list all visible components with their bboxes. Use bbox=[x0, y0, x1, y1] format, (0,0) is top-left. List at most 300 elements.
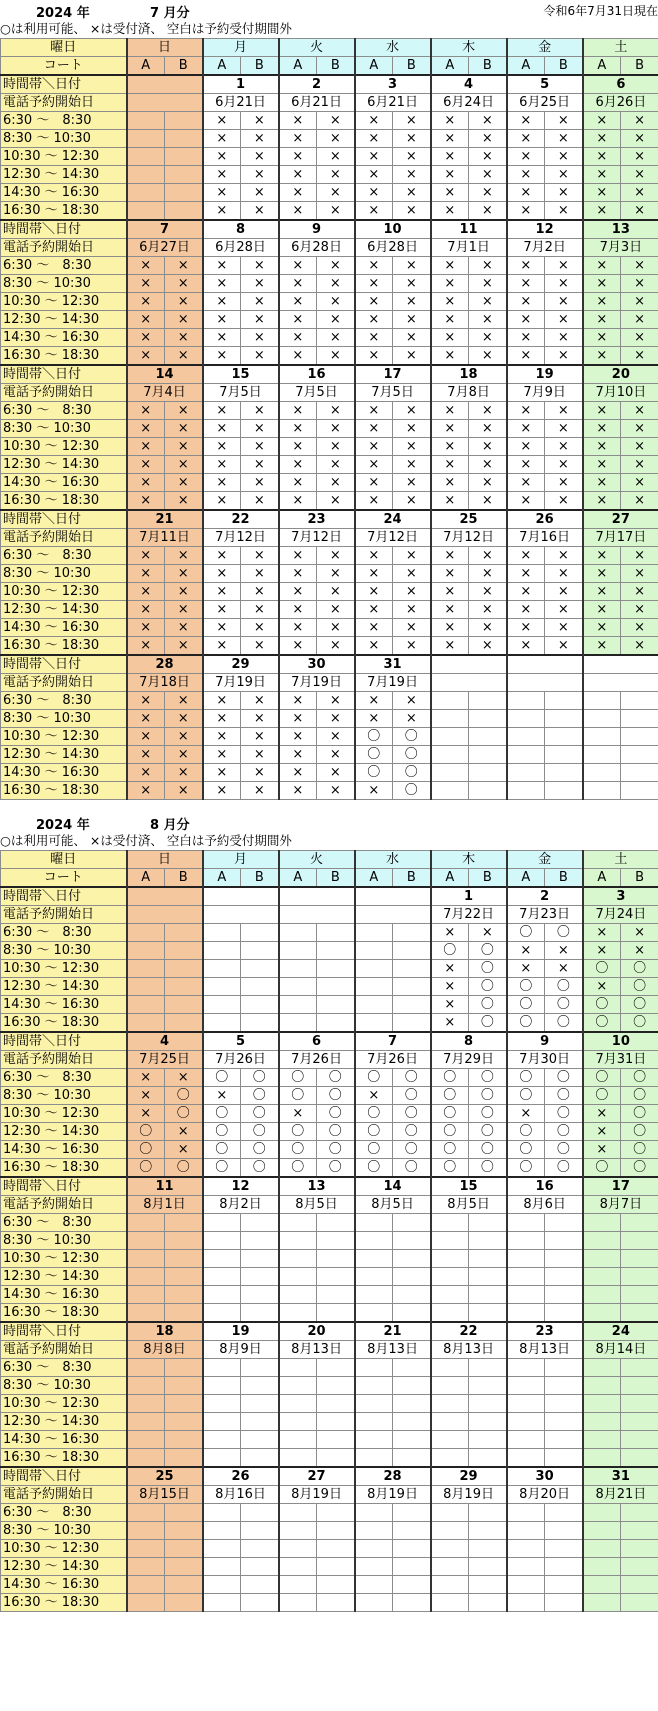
slot-booked: × bbox=[507, 293, 545, 311]
date-row bbox=[1, 655, 658, 674]
slot-unavailable bbox=[469, 1304, 507, 1323]
phone-start-date: 6月24日 bbox=[431, 94, 507, 112]
slot-available: 〇 bbox=[393, 764, 431, 782]
day-number: 2 bbox=[507, 887, 583, 906]
timeslot-row bbox=[1, 1413, 658, 1431]
slot-unavailable bbox=[621, 728, 658, 746]
timeslot-row bbox=[1, 746, 658, 764]
slot-booked: × bbox=[507, 402, 545, 420]
slot-unavailable bbox=[127, 996, 165, 1014]
slot-booked: × bbox=[241, 275, 279, 293]
slot-unavailable bbox=[545, 1232, 583, 1250]
slot-booked: × bbox=[583, 347, 621, 366]
slot-unavailable bbox=[165, 978, 203, 996]
slot-booked: × bbox=[431, 347, 469, 366]
slot-unavailable bbox=[355, 1522, 393, 1540]
slot-available: 〇 bbox=[469, 1014, 507, 1033]
slot-booked: × bbox=[583, 184, 621, 202]
slot-booked: × bbox=[355, 619, 393, 637]
slot-booked: × bbox=[393, 637, 431, 656]
slot-unavailable bbox=[545, 1576, 583, 1594]
slot-booked: × bbox=[469, 148, 507, 166]
slot-unavailable bbox=[469, 1504, 507, 1522]
slot-unavailable bbox=[127, 960, 165, 978]
phone-start-date: 7月5日 bbox=[203, 384, 279, 402]
phone-start-date: 6月27日 bbox=[127, 239, 203, 257]
slot-unavailable bbox=[317, 1014, 355, 1033]
slot-booked: × bbox=[583, 257, 621, 275]
slot-booked: × bbox=[165, 257, 203, 275]
slot-unavailable bbox=[431, 1594, 469, 1612]
slot-booked: × bbox=[203, 601, 241, 619]
slot-unavailable bbox=[621, 1413, 658, 1431]
slot-available: 〇 bbox=[621, 996, 658, 1014]
slot-unavailable bbox=[583, 1395, 621, 1413]
slot-unavailable bbox=[355, 1359, 393, 1377]
day-number bbox=[507, 655, 583, 674]
slot-booked: × bbox=[203, 329, 241, 347]
slot-unavailable bbox=[507, 728, 545, 746]
slot-booked: × bbox=[469, 619, 507, 637]
slot-unavailable bbox=[469, 1377, 507, 1395]
court-b-label: B bbox=[317, 57, 355, 76]
slot-booked: × bbox=[431, 293, 469, 311]
timeslot-row bbox=[1, 1232, 658, 1250]
slot-unavailable bbox=[279, 1232, 317, 1250]
slot-unavailable bbox=[279, 1250, 317, 1268]
court-b-label: B bbox=[469, 57, 507, 76]
phone-start-date: 8月13日 bbox=[507, 1341, 583, 1359]
slot-available: 〇 bbox=[355, 1069, 393, 1087]
slot-booked: × bbox=[583, 275, 621, 293]
slot-booked: × bbox=[583, 1141, 621, 1159]
timeslot-label: 14:30 ～ 16:30 bbox=[1, 1286, 127, 1304]
slot-booked: × bbox=[279, 293, 317, 311]
court-a-label: A bbox=[203, 869, 241, 888]
slot-booked: × bbox=[545, 420, 583, 438]
slot-unavailable bbox=[431, 1576, 469, 1594]
slot-available: 〇 bbox=[279, 1087, 317, 1105]
slot-booked: × bbox=[507, 311, 545, 329]
slot-unavailable bbox=[203, 1504, 241, 1522]
phone-start-date: 7月5日 bbox=[279, 384, 355, 402]
slot-unavailable bbox=[621, 1449, 658, 1468]
slot-booked: × bbox=[127, 619, 165, 637]
slot-unavailable bbox=[583, 1413, 621, 1431]
slot-booked: × bbox=[127, 782, 165, 800]
timeslot-label: 16:30 ～ 18:30 bbox=[1, 637, 127, 656]
slot-available: 〇 bbox=[203, 1159, 241, 1178]
phone-start-date: 6月26日 bbox=[583, 94, 658, 112]
slot-unavailable bbox=[279, 1268, 317, 1286]
phone-start-date: 7月8日 bbox=[431, 384, 507, 402]
day-number: 21 bbox=[355, 1322, 431, 1341]
timeslot-row bbox=[1, 1087, 658, 1105]
slot-booked: × bbox=[279, 420, 317, 438]
slot-unavailable bbox=[621, 692, 658, 710]
slot-booked: × bbox=[621, 601, 658, 619]
slot-unavailable bbox=[431, 728, 469, 746]
day-number: 16 bbox=[507, 1177, 583, 1196]
slot-booked: × bbox=[317, 148, 355, 166]
slot-available: 〇 bbox=[469, 1123, 507, 1141]
slot-unavailable bbox=[621, 1359, 658, 1377]
slot-available: 〇 bbox=[241, 1159, 279, 1178]
slot-booked: × bbox=[507, 275, 545, 293]
slot-booked: × bbox=[241, 311, 279, 329]
slot-unavailable bbox=[621, 1576, 658, 1594]
slot-unavailable bbox=[621, 746, 658, 764]
slot-booked: × bbox=[583, 202, 621, 221]
slot-booked: × bbox=[317, 311, 355, 329]
timeslot-label: 12:30 ～ 14:30 bbox=[1, 311, 127, 329]
slot-booked: × bbox=[545, 184, 583, 202]
phone-start-date: 7月9日 bbox=[507, 384, 583, 402]
slot-booked: × bbox=[203, 202, 241, 221]
slot-unavailable bbox=[203, 1576, 241, 1594]
court-b-label: B bbox=[545, 57, 583, 76]
slot-unavailable bbox=[165, 184, 203, 202]
phone-start-date bbox=[203, 906, 279, 924]
slot-available: 〇 bbox=[621, 960, 658, 978]
slot-booked: × bbox=[621, 275, 658, 293]
timeslot-label: 6:30 ～ 8:30 bbox=[1, 924, 127, 942]
slot-booked: × bbox=[203, 692, 241, 710]
slot-unavailable bbox=[469, 782, 507, 800]
slot-unavailable bbox=[165, 924, 203, 942]
slot-booked: × bbox=[165, 692, 203, 710]
slot-booked: × bbox=[127, 601, 165, 619]
slot-booked: × bbox=[279, 130, 317, 148]
slot-booked: × bbox=[431, 456, 469, 474]
slot-booked: × bbox=[621, 474, 658, 492]
day-number: 3 bbox=[583, 887, 658, 906]
date-row bbox=[1, 1322, 658, 1341]
schedule-table bbox=[0, 38, 658, 800]
slot-booked: × bbox=[393, 293, 431, 311]
phone-start-date bbox=[507, 674, 583, 692]
phone-start-date: 7月18日 bbox=[127, 674, 203, 692]
slot-booked: × bbox=[507, 257, 545, 275]
phone-start-date: 7月19日 bbox=[355, 674, 431, 692]
slot-unavailable bbox=[127, 1540, 165, 1558]
day-number: 26 bbox=[507, 510, 583, 529]
slot-unavailable bbox=[469, 1594, 507, 1612]
day-number: 23 bbox=[507, 1322, 583, 1341]
day-number: 25 bbox=[431, 510, 507, 529]
slot-booked: × bbox=[431, 402, 469, 420]
slot-unavailable bbox=[507, 710, 545, 728]
day-number: 14 bbox=[127, 365, 203, 384]
court-b-label: B bbox=[393, 57, 431, 76]
slot-booked: × bbox=[621, 329, 658, 347]
day-number: 24 bbox=[355, 510, 431, 529]
slot-booked: × bbox=[469, 601, 507, 619]
day-number: 26 bbox=[203, 1467, 279, 1486]
slot-booked: × bbox=[317, 112, 355, 130]
slot-available: 〇 bbox=[317, 1105, 355, 1123]
slot-unavailable bbox=[317, 1286, 355, 1304]
timeslot-row bbox=[1, 402, 658, 420]
day-number bbox=[583, 655, 658, 674]
slot-booked: × bbox=[393, 492, 431, 511]
phone-start-date: 7月25日 bbox=[127, 1051, 203, 1069]
phone-start-date: 6月25日 bbox=[507, 94, 583, 112]
slot-unavailable bbox=[431, 1214, 469, 1232]
slot-booked: × bbox=[507, 619, 545, 637]
phone-start-date: 7月3日 bbox=[583, 239, 658, 257]
slot-unavailable bbox=[279, 978, 317, 996]
slot-available: 〇 bbox=[165, 1087, 203, 1105]
slot-booked: × bbox=[241, 257, 279, 275]
slot-booked: × bbox=[355, 275, 393, 293]
slot-booked: × bbox=[203, 746, 241, 764]
slot-available: 〇 bbox=[317, 1123, 355, 1141]
slot-unavailable bbox=[165, 960, 203, 978]
month-header bbox=[0, 812, 658, 850]
day-number: 27 bbox=[279, 1467, 355, 1486]
schedule-table bbox=[0, 850, 658, 1612]
slot-booked: × bbox=[165, 547, 203, 565]
slot-unavailable bbox=[431, 1268, 469, 1286]
slot-booked: × bbox=[545, 547, 583, 565]
slot-unavailable bbox=[507, 1232, 545, 1250]
timeslot-row bbox=[1, 1250, 658, 1268]
timeslot-date-header: 時間帯＼日付 bbox=[1, 887, 127, 906]
timeslot-date-header: 時間帯＼日付 bbox=[1, 1322, 127, 1341]
slot-booked: × bbox=[507, 148, 545, 166]
court-b-label: B bbox=[241, 57, 279, 76]
slot-booked: × bbox=[165, 710, 203, 728]
slot-unavailable bbox=[545, 1504, 583, 1522]
slot-unavailable bbox=[241, 1431, 279, 1449]
timeslot-row bbox=[1, 1105, 658, 1123]
slot-booked: × bbox=[507, 565, 545, 583]
slot-booked: × bbox=[431, 474, 469, 492]
slot-unavailable bbox=[317, 1504, 355, 1522]
court-b-label: B bbox=[241, 869, 279, 888]
slot-unavailable bbox=[317, 1232, 355, 1250]
slot-booked: × bbox=[165, 782, 203, 800]
slot-unavailable bbox=[355, 1250, 393, 1268]
slot-unavailable bbox=[583, 1449, 621, 1468]
phone-start-date: 7月12日 bbox=[279, 529, 355, 547]
slot-booked: × bbox=[545, 329, 583, 347]
slot-unavailable bbox=[469, 1286, 507, 1304]
slot-booked: × bbox=[583, 492, 621, 511]
day-number: 20 bbox=[583, 365, 658, 384]
slot-booked: × bbox=[393, 601, 431, 619]
day-number: 9 bbox=[507, 1032, 583, 1051]
day-number: 8 bbox=[431, 1032, 507, 1051]
day-number bbox=[127, 75, 203, 94]
weekday-cell: 月 bbox=[203, 851, 279, 869]
slot-unavailable bbox=[393, 1377, 431, 1395]
slot-booked: × bbox=[203, 130, 241, 148]
timeslot-date-header: 時間帯＼日付 bbox=[1, 75, 127, 94]
slot-booked: × bbox=[203, 619, 241, 637]
start-date-row bbox=[1, 529, 658, 547]
slot-unavailable bbox=[241, 1286, 279, 1304]
slot-available: 〇 bbox=[165, 1105, 203, 1123]
slot-booked: × bbox=[621, 130, 658, 148]
slot-booked: × bbox=[507, 456, 545, 474]
slot-booked: × bbox=[165, 402, 203, 420]
slot-available: 〇 bbox=[393, 1087, 431, 1105]
timeslot-label: 8:30 ～ 10:30 bbox=[1, 420, 127, 438]
slot-booked: × bbox=[241, 202, 279, 221]
slot-available: 〇 bbox=[431, 1087, 469, 1105]
slot-unavailable bbox=[127, 1576, 165, 1594]
slot-available: 〇 bbox=[545, 1123, 583, 1141]
slot-booked: × bbox=[317, 257, 355, 275]
slot-unavailable bbox=[545, 764, 583, 782]
start-date-header: 電話予約開始日 bbox=[1, 239, 127, 257]
slot-booked: × bbox=[507, 547, 545, 565]
day-number: 19 bbox=[203, 1322, 279, 1341]
court-a-label: A bbox=[127, 57, 165, 76]
slot-booked: × bbox=[393, 347, 431, 366]
slot-booked: × bbox=[241, 293, 279, 311]
day-number: 20 bbox=[279, 1322, 355, 1341]
slot-unavailable bbox=[241, 1214, 279, 1232]
slot-booked: × bbox=[545, 257, 583, 275]
timeslot-row bbox=[1, 996, 658, 1014]
slot-unavailable bbox=[545, 1522, 583, 1540]
slot-unavailable bbox=[127, 1594, 165, 1612]
slot-booked: × bbox=[127, 275, 165, 293]
slot-unavailable bbox=[545, 692, 583, 710]
day-number: 5 bbox=[507, 75, 583, 94]
slot-available: 〇 bbox=[621, 1105, 658, 1123]
timeslot-row bbox=[1, 637, 658, 656]
slot-unavailable bbox=[203, 1214, 241, 1232]
slot-booked: × bbox=[355, 692, 393, 710]
timeslot-row bbox=[1, 1594, 658, 1612]
day-number: 7 bbox=[355, 1032, 431, 1051]
slot-unavailable bbox=[165, 1395, 203, 1413]
slot-unavailable bbox=[165, 1449, 203, 1468]
slot-booked: × bbox=[431, 565, 469, 583]
slot-booked: × bbox=[127, 329, 165, 347]
slot-unavailable bbox=[507, 1522, 545, 1540]
slot-booked: × bbox=[279, 275, 317, 293]
slot-unavailable bbox=[469, 692, 507, 710]
slot-booked: × bbox=[507, 474, 545, 492]
slot-booked: × bbox=[165, 438, 203, 456]
phone-start-date: 8月2日 bbox=[203, 1196, 279, 1214]
slot-booked: × bbox=[127, 547, 165, 565]
court-header: コート bbox=[1, 869, 127, 888]
slot-booked: × bbox=[203, 293, 241, 311]
slot-booked: × bbox=[279, 148, 317, 166]
timeslot-row bbox=[1, 1304, 658, 1323]
slot-booked: × bbox=[507, 492, 545, 511]
day-number: 18 bbox=[431, 365, 507, 384]
slot-booked: × bbox=[621, 583, 658, 601]
slot-unavailable bbox=[583, 1431, 621, 1449]
slot-booked: × bbox=[317, 746, 355, 764]
slot-available: 〇 bbox=[507, 1014, 545, 1033]
slot-unavailable bbox=[127, 1250, 165, 1268]
slot-unavailable bbox=[355, 1377, 393, 1395]
phone-start-date: 8月7日 bbox=[583, 1196, 658, 1214]
timeslot-label: 14:30 ～ 16:30 bbox=[1, 474, 127, 492]
slot-booked: × bbox=[165, 583, 203, 601]
timeslot-date-header: 時間帯＼日付 bbox=[1, 510, 127, 529]
slot-unavailable bbox=[355, 1431, 393, 1449]
slot-unavailable bbox=[469, 1540, 507, 1558]
slot-booked: × bbox=[431, 311, 469, 329]
timeslot-label: 6:30 ～ 8:30 bbox=[1, 1069, 127, 1087]
slot-unavailable bbox=[203, 1250, 241, 1268]
start-date-header: 電話予約開始日 bbox=[1, 1341, 127, 1359]
slot-unavailable bbox=[127, 942, 165, 960]
slot-booked: × bbox=[279, 728, 317, 746]
slot-available: 〇 bbox=[583, 1087, 621, 1105]
timeslot-label: 6:30 ～ 8:30 bbox=[1, 112, 127, 130]
slot-available: 〇 bbox=[355, 746, 393, 764]
phone-start-date: 7月24日 bbox=[583, 906, 658, 924]
slot-unavailable bbox=[355, 1449, 393, 1468]
slot-unavailable bbox=[355, 1014, 393, 1033]
slot-available: 〇 bbox=[279, 1141, 317, 1159]
timeslot-label: 8:30 ～ 10:30 bbox=[1, 1087, 127, 1105]
slot-booked: × bbox=[545, 565, 583, 583]
day-number: 30 bbox=[279, 655, 355, 674]
slot-unavailable bbox=[241, 1304, 279, 1323]
slot-unavailable bbox=[621, 1540, 658, 1558]
timeslot-row bbox=[1, 474, 658, 492]
phone-start-date: 8月8日 bbox=[127, 1341, 203, 1359]
slot-available: 〇 bbox=[393, 1105, 431, 1123]
slot-unavailable bbox=[545, 1286, 583, 1304]
slot-unavailable bbox=[393, 960, 431, 978]
timeslot-label: 12:30 ～ 14:30 bbox=[1, 978, 127, 996]
slot-unavailable bbox=[317, 1413, 355, 1431]
start-date-header: 電話予約開始日 bbox=[1, 674, 127, 692]
slot-unavailable bbox=[393, 1232, 431, 1250]
slot-booked: × bbox=[203, 764, 241, 782]
slot-booked: × bbox=[469, 547, 507, 565]
date-row bbox=[1, 510, 658, 529]
slot-unavailable bbox=[583, 782, 621, 800]
court-a-label: A bbox=[583, 869, 621, 888]
phone-start-date: 6月28日 bbox=[203, 239, 279, 257]
court-b-label: B bbox=[469, 869, 507, 888]
slot-booked: × bbox=[431, 978, 469, 996]
slot-unavailable bbox=[545, 728, 583, 746]
slot-unavailable bbox=[203, 1449, 241, 1468]
slot-unavailable bbox=[279, 1395, 317, 1413]
timeslot-row bbox=[1, 202, 658, 221]
date-row bbox=[1, 365, 658, 384]
day-number: 6 bbox=[279, 1032, 355, 1051]
slot-booked: × bbox=[469, 257, 507, 275]
slot-unavailable bbox=[127, 130, 165, 148]
slot-booked: × bbox=[203, 492, 241, 511]
slot-booked: × bbox=[317, 420, 355, 438]
slot-booked: × bbox=[165, 637, 203, 656]
timeslot-label: 16:30 ～ 18:30 bbox=[1, 1159, 127, 1178]
slot-booked: × bbox=[165, 329, 203, 347]
slot-booked: × bbox=[621, 924, 658, 942]
slot-unavailable bbox=[583, 1377, 621, 1395]
slot-booked: × bbox=[317, 347, 355, 366]
slot-booked: × bbox=[469, 202, 507, 221]
timeslot-row bbox=[1, 275, 658, 293]
slot-unavailable bbox=[431, 764, 469, 782]
